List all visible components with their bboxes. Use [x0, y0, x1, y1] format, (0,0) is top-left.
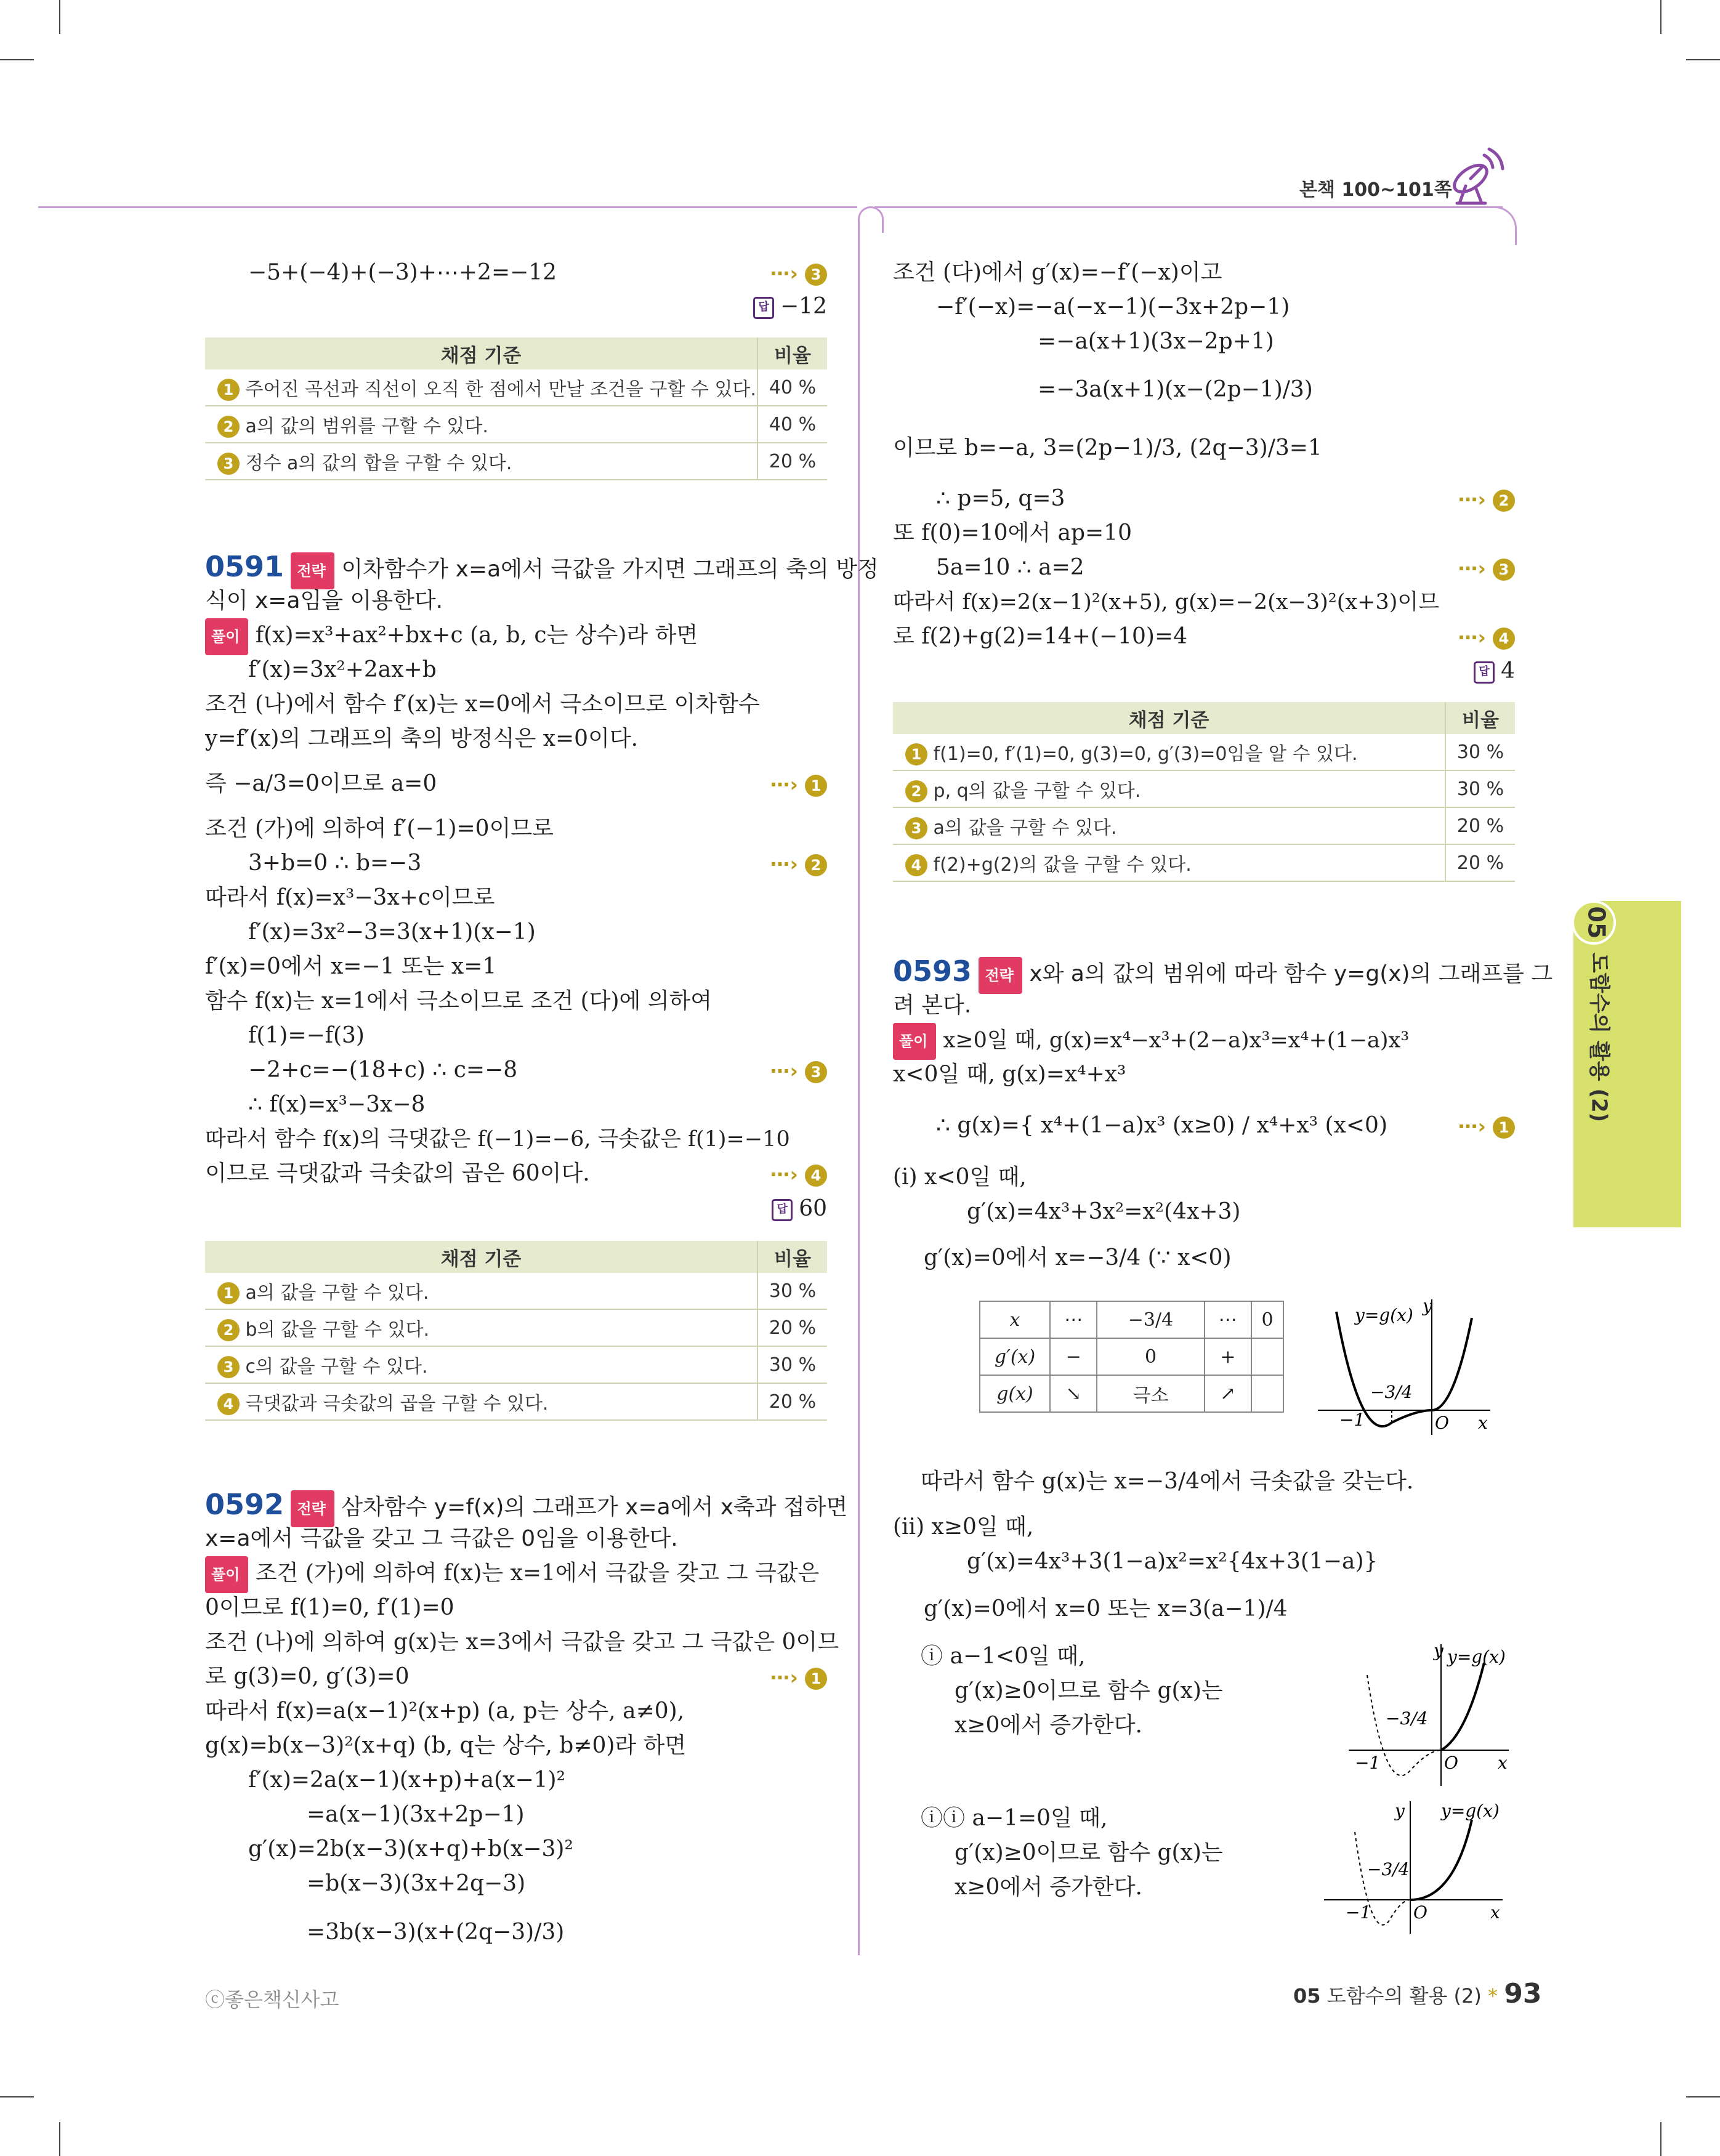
q593-line: (ii) x≥0일 때, [893, 1514, 1034, 1540]
footer-chapter: 05 도함수의 활용 (2) * 93 [1293, 1978, 1542, 2009]
step-marker: ⋯› 3 [1458, 557, 1515, 581]
q591-line: 조건 (가)에 의하여 f′(−1)=0이므로 [205, 816, 554, 841]
q593-line: g′(x)=0에서 x=−3/4 (∵ x<0) [924, 1245, 1232, 1270]
solution-tag: 풀이 [893, 1023, 936, 1060]
q593-line: ⓘ a−1<0일 때, [921, 1644, 1086, 1669]
scoring-table-1 [205, 337, 827, 480]
q592-line: 풀이 조건 (가)에 의하여 f(x)는 x=1에서 극값을 갖고 그 극값은 [205, 1556, 819, 1593]
right-column [893, 0, 1553, 2032]
answer-line: 답 60 [772, 1192, 827, 1226]
table-row: 4 f(2)+g(2)의 값을 구할 수 있다. [893, 844, 1445, 881]
graph-origin-label: O [1413, 1902, 1427, 1923]
table-row: 3 a의 값을 구할 수 있다. [893, 807, 1445, 844]
q591-line: 풀이 f(x)=x³+ax²+bx+c (a, b, c는 상수)라 하면 [205, 618, 698, 655]
q592-line: g(x)=b(x−3)²(x+q) (b, q는 상수, b≠0)라 하면 [205, 1733, 687, 1758]
step-marker: ⋯› 1 [1458, 1115, 1515, 1139]
graph-func-label: y=g(x) [1355, 1305, 1413, 1325]
graph-origin-label: O [1444, 1753, 1458, 1773]
ratio-cell: 20 % [757, 443, 827, 480]
sign-cell: − [1050, 1338, 1097, 1375]
step-marker: ⋯› 2 [1458, 488, 1515, 512]
q593-line: 풀이 x≥0일 때, g(x)=x⁴−x³+(2−a)x³=x⁴+(1−a)x³ [893, 1023, 1409, 1060]
ratio-header: 비율 [757, 337, 827, 369]
side-tab-label: 도함수의 활용 (2) [1586, 952, 1612, 1123]
q592-number: 0592 [205, 1488, 285, 1521]
header-ref: 본책 100~101쪽 [1299, 179, 1452, 201]
graph-neg1-label: −1 [1355, 1753, 1381, 1773]
q591-line: f′(x)=3x²−3=3(x+1)(x−1) [248, 919, 536, 945]
q591-line: f′(x)=0에서 x=−1 또는 x=1 [205, 954, 497, 979]
graph-x-label: x [1478, 1413, 1488, 1433]
ratio-cell: 30 % [1445, 770, 1515, 807]
table-row: 3 정수 a의 값의 합을 구할 수 있다. [205, 443, 757, 480]
q591-strategy-2: 식이 x=a임을 이용한다. [205, 588, 443, 613]
answer-icon: 답 [772, 1199, 793, 1221]
answer-line: 답 4 [1474, 654, 1515, 688]
q593-line: g′(x)≥0이므로 함수 g(x)는 [955, 1678, 1223, 1703]
q591-line: 따라서 f(x)=x³−3x+c이므로 [205, 885, 495, 910]
q592-cont-line: 5a=10 ∴ a=2 [936, 555, 1084, 580]
q592-cont-line: 이므로 b=−a, 3=(2p−1)/3, (2q−3)/3=1 [893, 435, 1322, 461]
side-tab-number: 05 [1583, 906, 1610, 939]
table-row: 4 극댓값과 극솟값의 곱을 구할 수 있다. [205, 1383, 757, 1420]
q591-line: 3+b=0 ∴ b=−3 [248, 850, 422, 876]
answer-icon: 답 [1474, 661, 1495, 684]
table-row: 3 c의 값을 구할 수 있다. [205, 1346, 757, 1383]
graph-case-i [1312, 1293, 1496, 1441]
step-marker: ⋯› 2 [770, 852, 827, 876]
graph-neg34-label: −3/4 [1367, 1859, 1410, 1879]
q593-line: x≥0에서 증가한다. [955, 1713, 1142, 1738]
graph-neg1-label: −1 [1339, 1410, 1365, 1430]
q592-line: =3b(x−3)(x+(2q−3)/3) [307, 1920, 565, 1945]
q591-line: −2+c=−(18+c) ∴ c=−8 [248, 1057, 518, 1083]
q592-line: 따라서 f(x)=a(x−1)²(x+p) (a, p는 상수, a≠0), [205, 1698, 685, 1724]
ratio-cell: 20 % [1445, 807, 1515, 844]
answer-line: 답 −12 [753, 289, 827, 324]
sign-cell [1251, 1338, 1283, 1375]
q593-line: (i) x<0일 때, [893, 1165, 1027, 1190]
ratio-cell: 20 % [757, 1309, 827, 1346]
ratio-cell: 20 % [1445, 844, 1515, 881]
ratio-cell: 30 % [757, 1346, 827, 1383]
step-marker: ⋯› 1 [770, 1666, 827, 1690]
graph-case-ii-1 [1336, 1638, 1515, 1792]
q593-line: g′(x)≥0이므로 함수 g(x)는 [955, 1840, 1223, 1865]
q591-line: 조건 (나)에서 함수 f′(x)는 x=0에서 극소이므로 이차함수 [205, 692, 760, 717]
strategy-tag: 전략 [291, 1490, 334, 1527]
q591-line: 따라서 함수 f(x)의 극댓값은 f(−1)=−6, 극솟값은 f(1)=−10 [205, 1127, 790, 1152]
strategy-tag: 전략 [979, 957, 1022, 994]
table-row: 1 f(1)=0, f′(1)=0, g(3)=0, g′(3)=0임을 알 수 있다. [893, 734, 1445, 770]
table-row: 2 p, q의 값을 구할 수 있다. [893, 770, 1445, 807]
table-row: 1 주어진 곡선과 직선이 오직 한 점에서 만날 조건을 구할 수 있다. [205, 369, 757, 406]
graph-case-ii-2 [1312, 1795, 1509, 1937]
q592-line: =b(x−3)(3x+2q−3) [307, 1871, 526, 1896]
q592-strategy-1: 0592 전략 삼차함수 y=f(x)의 그래프가 x=a에서 x축과 접하면 [205, 1487, 847, 1527]
step-marker: ⋯› 4 [770, 1163, 827, 1187]
q593-line: x≥0에서 증가한다. [955, 1875, 1142, 1900]
q592-cont-line: =−a(x+1)(3x−2p+1) [1038, 329, 1274, 354]
graph-func-label: y=g(x) [1447, 1647, 1506, 1667]
q593-line: g′(x)=0에서 x=0 또는 x=3(a−1)/4 [924, 1596, 1288, 1621]
column-divider [858, 206, 884, 233]
graph-neg1-label: −1 [1346, 1902, 1371, 1923]
q592-cont-line: 조건 (다)에서 g′(x)=−f′(−x)이고 [893, 260, 1222, 285]
column-divider-line [858, 228, 860, 1955]
solution-tag: 풀이 [205, 618, 248, 655]
sign-cell: + [1205, 1338, 1251, 1375]
q592-line: 로 g(3)=0, g′(3)=0 [205, 1664, 410, 1689]
q592-line: g′(x)=2b(x−3)(x+q)+b(x−3)² [248, 1836, 573, 1862]
table-row: 2 a의 값의 범위를 구할 수 있다. [205, 406, 757, 443]
graph-neg34-label: −3/4 [1386, 1708, 1428, 1729]
q592-line: f′(x)=2a(x−1)(x+p)+a(x−1)² [248, 1767, 566, 1793]
strategy-tag: 전략 [291, 552, 334, 589]
q591-line: 함수 f(x)는 x=1에서 극소이므로 조건 (다)에 의하여 [205, 988, 713, 1014]
q593-line: x<0일 때, g(x)=x⁴+x³ [893, 1062, 1126, 1087]
ratio-cell: 40 % [757, 369, 827, 406]
q592-line: =a(x−1)(3x+2p−1) [307, 1802, 525, 1827]
sign-cell: 극소 [1097, 1375, 1204, 1412]
ratio-header: 비율 [757, 1241, 827, 1273]
page-number: 93 [1504, 1978, 1542, 2009]
q591-line: y=f′(x)의 그래프의 축의 방정식은 x=0이다. [205, 726, 639, 751]
sign-cell: g′(x) [980, 1338, 1050, 1375]
q592-cont-line: −f′(−x)=−a(−x−1)(−3x+2p−1) [936, 294, 1290, 320]
q591-line: 즉 −a/3=0이므로 a=0 [205, 771, 437, 796]
crit-header: 채점 기준 [893, 702, 1445, 734]
sign-cell: −3/4 [1097, 1301, 1204, 1338]
q593-strategy-1: 0593 전략 x와 a의 값의 범위에 따라 함수 y=g(x)의 그래프를 그 [893, 954, 1552, 994]
q592-line: 조건 (나)에 의하여 g(x)는 x=3에서 극값을 갖고 그 극값은 0이므 [205, 1629, 839, 1655]
crit-header: 채점 기준 [205, 337, 757, 369]
q591-line: ∴ f(x)=x³−3x−8 [248, 1092, 426, 1117]
crit-header: 채점 기준 [205, 1241, 757, 1273]
step-marker: ⋯› 1 [770, 773, 827, 797]
ratio-cell: 40 % [757, 406, 827, 443]
q592-strategy-2: x=a에서 극값을 갖고 그 극값은 0임을 이용한다. [205, 1526, 678, 1551]
ratio-cell: 30 % [757, 1273, 827, 1309]
scoring-table-2 [205, 1241, 827, 1421]
sign-cell: 0 [1097, 1338, 1204, 1375]
graph-x-label: x [1490, 1902, 1500, 1923]
sign-cell: x [980, 1301, 1050, 1338]
graph-y-label: y [1395, 1801, 1405, 1821]
q591-line: 이므로 극댓값과 극솟값의 곱은 60이다. [205, 1161, 590, 1186]
sign-cell: ⋯ [1050, 1301, 1097, 1338]
left-column [205, 0, 879, 2032]
graph-y-label: y [1434, 1641, 1443, 1661]
graph-origin-label: O [1435, 1413, 1449, 1433]
q592-line: 0이므로 f(1)=0, f′(1)=0 [205, 1595, 454, 1620]
ratio-cell: 30 % [1445, 734, 1515, 770]
step-marker: ⋯› 3 [770, 1059, 827, 1083]
sign-cell: ↘ [1050, 1375, 1097, 1412]
q591-line: f′(x)=3x²+2ax+b [248, 657, 437, 682]
q591-number: 0591 [205, 550, 285, 583]
graph-func-label: y=g(x) [1441, 1801, 1500, 1821]
step-marker: ⋯› 3 [770, 262, 827, 286]
q593-line: ∴ g(x)={ x⁴+(1−a)x³ (x≥0) / x⁴+x³ (x<0) [936, 1113, 1388, 1138]
scoring-table-3 [893, 702, 1515, 882]
q592-cont-line: 로 f(2)+g(2)=14+(−10)=4 [893, 624, 1188, 649]
sign-cell: ↗ [1205, 1375, 1251, 1412]
sign-cell [1251, 1375, 1283, 1412]
answer-icon: 답 [753, 297, 774, 319]
table-row: 1 a의 값을 구할 수 있다. [205, 1273, 757, 1309]
footer-publisher: ⓒ좋은책신사고 [205, 1988, 339, 2011]
q593-number: 0593 [893, 955, 972, 988]
q593-line: 따라서 함수 g(x)는 x=−3/4에서 극솟값을 갖는다. [921, 1469, 1414, 1494]
sign-cell: ⋯ [1205, 1301, 1251, 1338]
table-row: 2 b의 값을 구할 수 있다. [205, 1309, 757, 1346]
q592-cont-line: 따라서 f(x)=2(x−1)²(x+5), g(x)=−2(x−3)²(x+3)이므 [893, 590, 1440, 615]
sign-table [979, 1301, 1284, 1413]
q593-line: g′(x)=4x³+3x²=x²(4x+3) [967, 1199, 1241, 1224]
ratio-cell: 20 % [757, 1383, 827, 1420]
q593-line: g′(x)=4x³+3(1−a)x²=x²{4x+3(1−a)} [967, 1549, 1378, 1574]
sign-cell: g(x) [980, 1375, 1050, 1412]
graph-y-label: y [1423, 1296, 1432, 1316]
q593-strategy-2: 려 본다. [893, 993, 972, 1018]
sign-cell: 0 [1251, 1301, 1283, 1338]
graph-x-label: x [1498, 1753, 1508, 1773]
graph-neg34-label: −3/4 [1370, 1382, 1413, 1402]
q591-strategy-1: 0591 전략 이차함수가 x=a에서 극값을 가지면 그래프의 축의 방정 [205, 549, 879, 589]
q592-cont-line: =−3a(x+1)(x−(2p−1)/3) [1038, 377, 1313, 402]
step-marker: ⋯› 4 [1458, 626, 1515, 650]
q593-line: ⓘⓘ a−1=0일 때, [921, 1806, 1108, 1831]
q591-line: f(1)=−f(3) [248, 1023, 365, 1048]
sum-line: −5+(−4)+(−3)+⋯+2=−12 [248, 260, 557, 285]
solution-tag: 풀이 [205, 1556, 248, 1593]
q592-cont-line: ∴ p=5, q=3 [936, 486, 1065, 511]
q592-cont-line: 또 f(0)=10에서 ap=10 [893, 520, 1132, 546]
ratio-header: 비율 [1445, 702, 1515, 734]
